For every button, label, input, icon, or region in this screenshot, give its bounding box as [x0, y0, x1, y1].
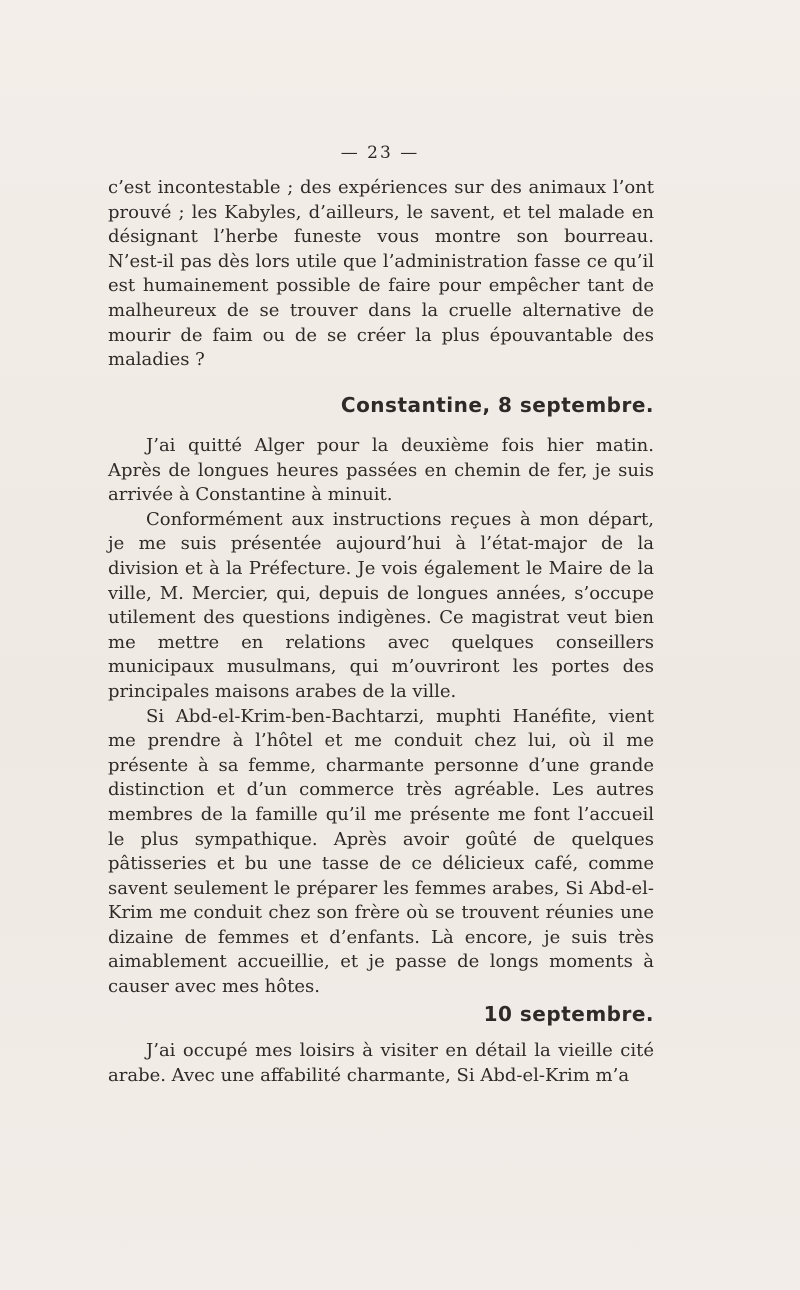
paragraph: Conformément aux instructions reçues à mon départ, je me suis présentée aujourd’hui à l’état-major de la division et à la Préfecture. Je vois également le Maire de la ville, M. Mercier, qui, depuis de longues années, s’occupe utilement des questions indigènes. Ce magistrat veut bien me mettre en relations avec quelques conseillers municipaux musulmans, qui m’ouvriront les portes des principales maisons arabes de la ville.: [108, 508, 654, 702]
section-heading-constantine: Constantine, 8 septembre.: [340, 393, 654, 417]
intro-paragraph: c’est incontestable ; des expériences sur des animaux l’ont prouvé ; les Kabyles, d’ailleurs, le savent, et tel malade en désignant l’herbe funeste vous montre son bourreau. N’est-il pas dès lors utile que l’administration fasse ce qu’il est humainement possible de faire pour empêcher tant de malheureux de se trouver dans la cruelle alternative de mourir de faim ou de se créer la plus épouvantable des maladies ?: [108, 177, 654, 371]
paragraph: J’ai occupé mes loisirs à visiter en détail la vieille cité arabe. Avec une affabilité charmante, Si Abd-el-Krim m’a: [108, 1040, 654, 1086]
intro-block: [108, 176, 654, 373]
paragraph: J’ai quitté Alger pour la deuxième fois hier matin. Après de longues heures passées en chemin de fer, je suis arrivée à Constantine à minuit.: [108, 435, 654, 506]
section-body-10-septembre: [108, 1039, 654, 1088]
section-body-constantine: [108, 434, 654, 1000]
section-heading-10-septembre: 10 septembre.: [483, 1002, 654, 1026]
page-number: — 23 —: [340, 143, 420, 163]
paragraph: Si Abd-el-Krim-ben-Bachtarzi, muphti Hanéfite, vient me prendre à l’hôtel et me conduit chez lui, où il me présente à sa femme, charmante personne d’une grande distinction et d’un commerce très agréable. Les autres membres de la famille qu’il me présente me font l’accueil le plus sympathique. Après avoir goûté de quelques pâtisseries et bu une tasse de ce délicieux café, comme savent seulement le préparer les femmes arabes, Si Abd-el-Krim me conduit chez son frère où se trouvent réunies une dizaine de femmes et d’enfants. Là encore, je suis très aimablement accueillie, et je passe de longs moments à causer avec mes hôtes.: [108, 705, 654, 998]
